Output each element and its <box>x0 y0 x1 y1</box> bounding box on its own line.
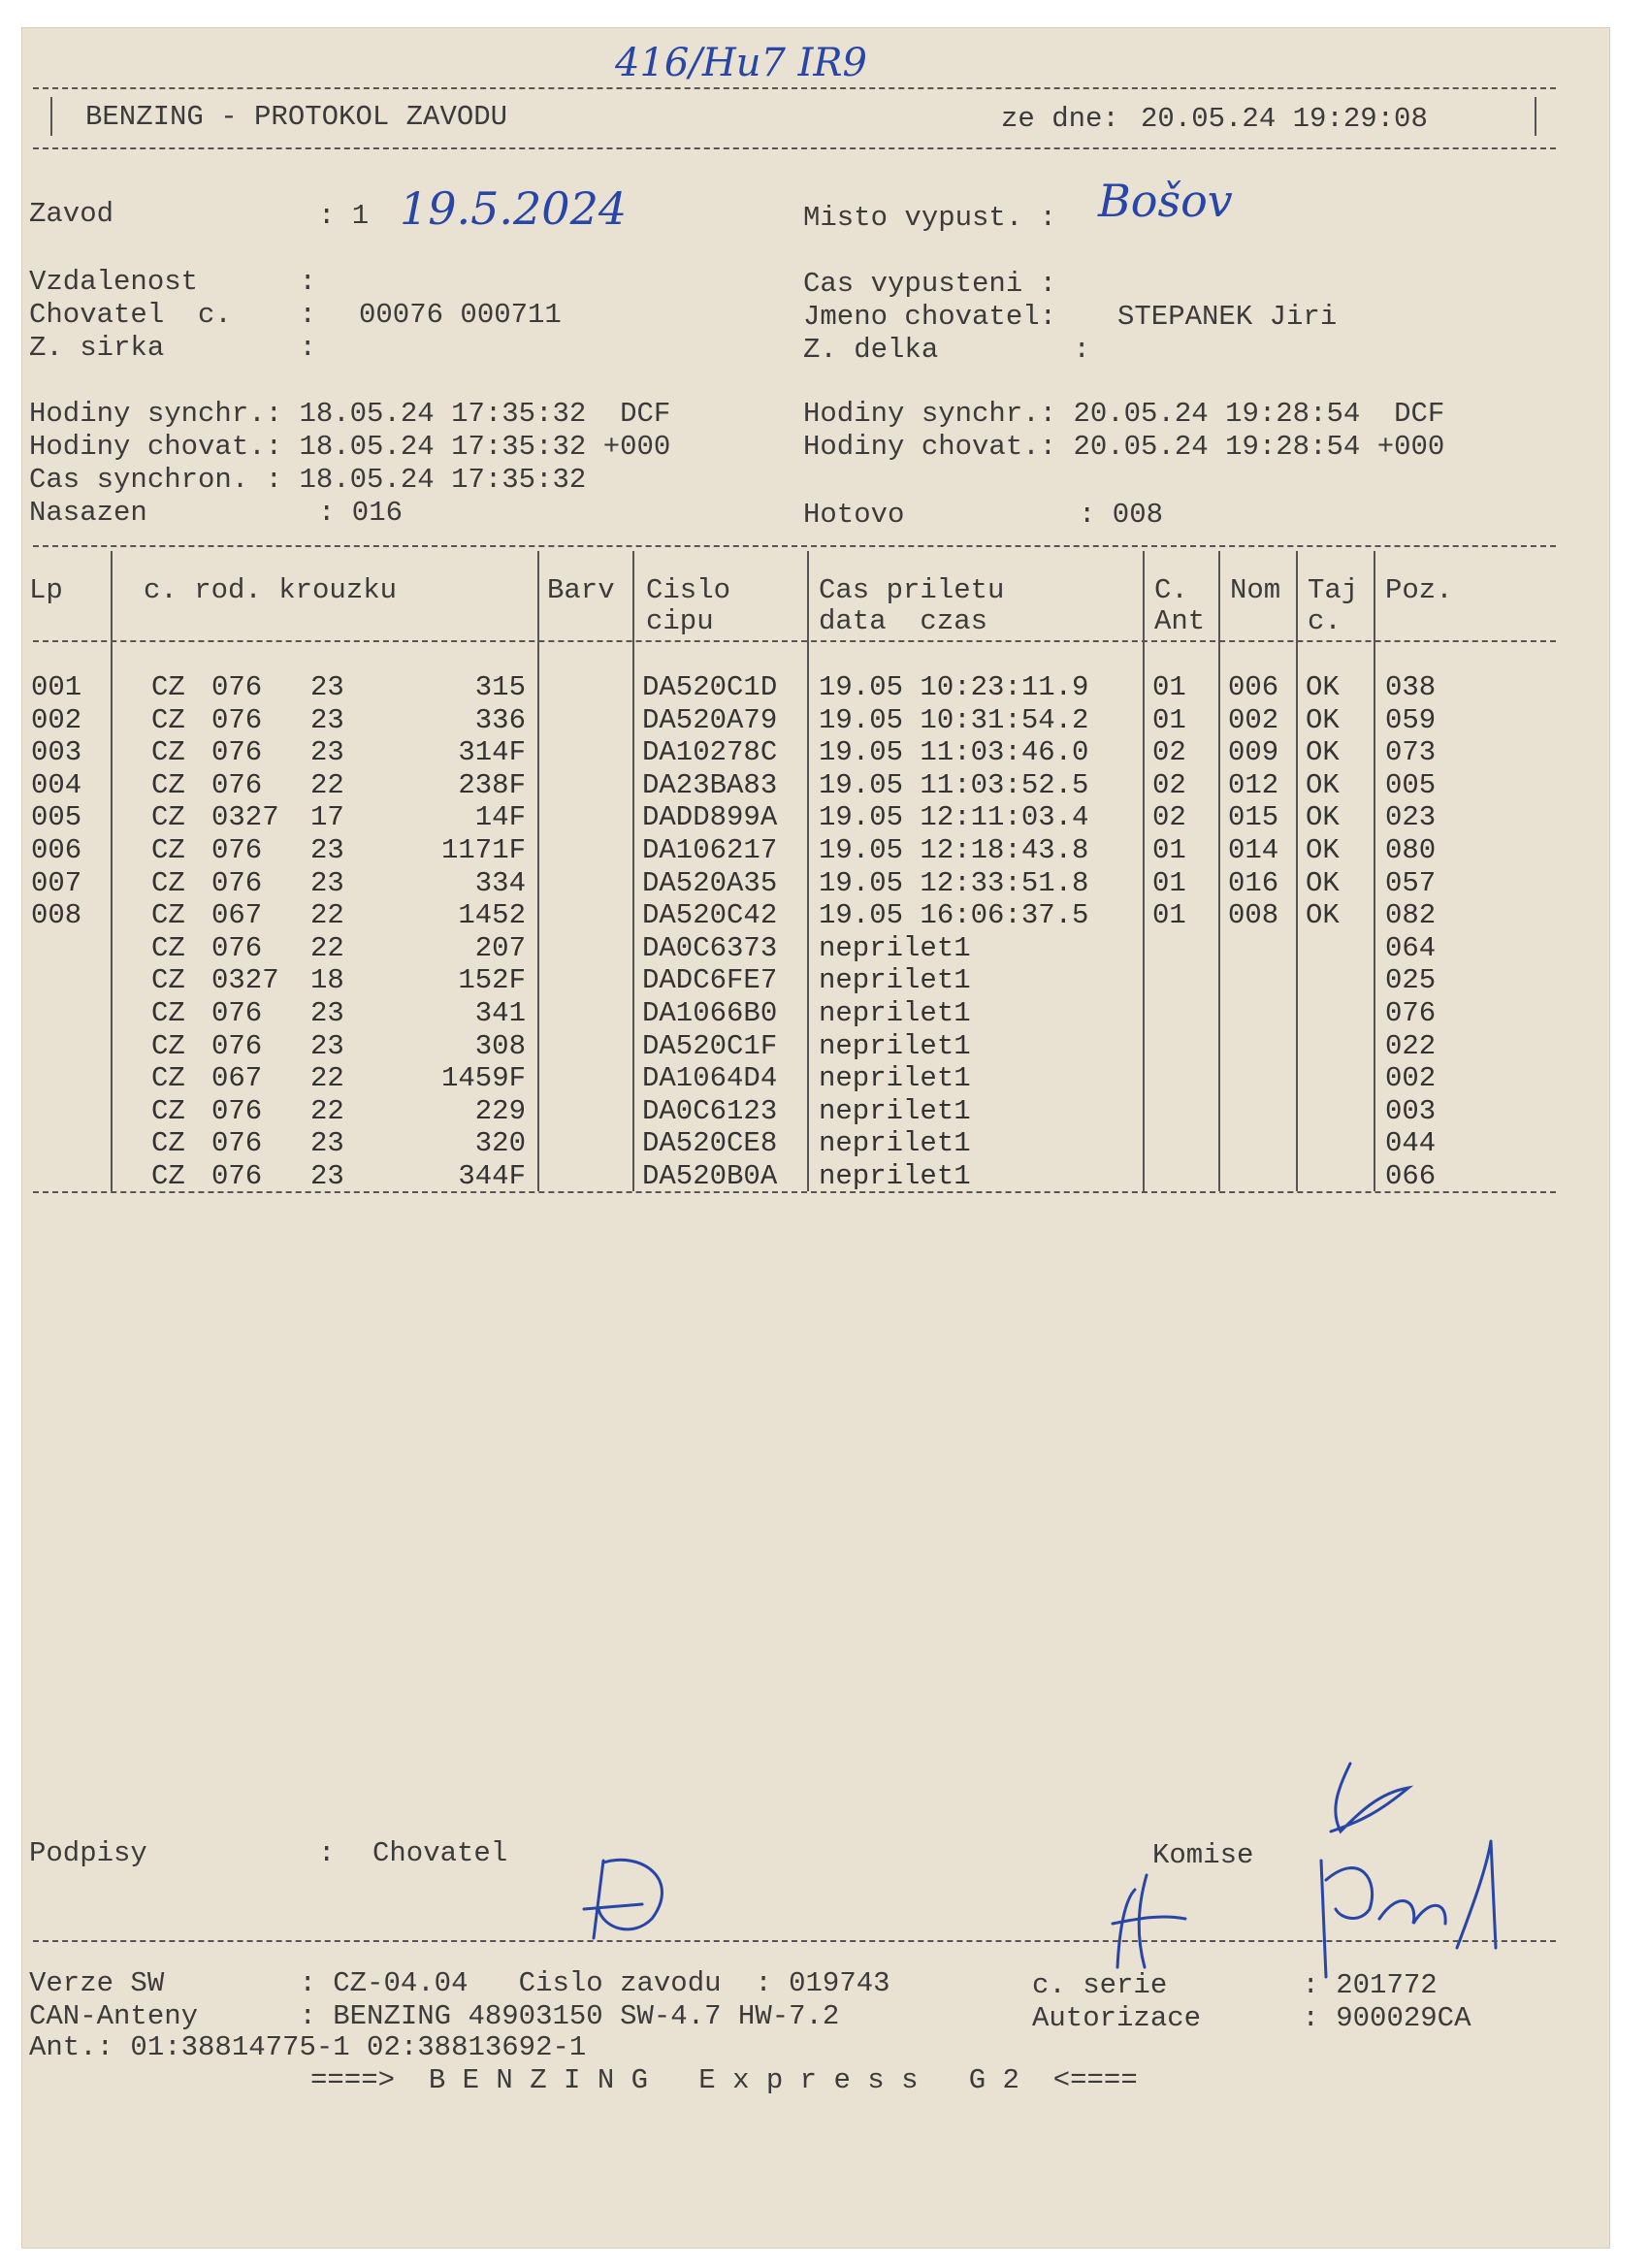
cell-year: 18 <box>310 964 344 996</box>
sync-start-line: Hodiny synchr.: 18.05.24 17:35:32 DCF <box>29 398 671 430</box>
table-row <box>21 1095 1610 1127</box>
cell-lp: 002 <box>31 704 82 736</box>
cell-club: 076 <box>211 769 263 801</box>
cell-ant: 02 <box>1152 736 1186 768</box>
table-row <box>21 671 1610 703</box>
cell-poz: 003 <box>1385 1095 1437 1127</box>
cell-time: 19.05 12:33:51.8 <box>819 867 1089 899</box>
table-row <box>21 867 1610 899</box>
podpisy-colon: : <box>318 1837 336 1869</box>
cell-year: 23 <box>310 671 344 703</box>
cell-time: neprilet1 <box>819 1095 971 1127</box>
cell-year: 23 <box>310 867 344 899</box>
cell-cz: CZ <box>151 1062 185 1094</box>
cell-club: 076 <box>211 1160 263 1192</box>
cell-chip: DA106217 <box>642 834 778 866</box>
cell-ring: 14F <box>474 801 526 833</box>
table-row <box>21 1127 1610 1159</box>
cell-poz: 023 <box>1385 801 1437 833</box>
cell-cz: CZ <box>151 834 185 866</box>
cell-taj: OK <box>1306 801 1340 833</box>
cell-time: 19.05 10:23:11.9 <box>819 671 1089 703</box>
chovatel-signature <box>574 1851 691 1948</box>
cell-year: 17 <box>310 801 344 833</box>
cell-time: 19.05 11:03:52.5 <box>819 769 1089 801</box>
cell-club: 076 <box>211 867 263 899</box>
footer-authorization: Autorizace : 900029CA <box>1032 2002 1471 2034</box>
document-page <box>21 27 1610 2249</box>
cell-nom: 012 <box>1228 769 1279 801</box>
report-date-label: ze dne: <box>1001 103 1119 135</box>
cell-ring: 1171F <box>440 834 526 866</box>
cell-poz: 066 <box>1385 1160 1437 1192</box>
sync-end-line: Hodiny synchr.: 20.05.24 19:28:54 DCF <box>803 398 1445 430</box>
footer-top-border <box>33 1940 1556 1942</box>
header-taj: Taj <box>1308 574 1359 606</box>
cell-ant: 01 <box>1152 899 1186 931</box>
cell-lp: 005 <box>31 801 82 833</box>
komise-signature-2 <box>1292 1754 1505 1996</box>
cell-taj: OK <box>1306 736 1340 768</box>
z-sirka-label: Z. sirka : <box>29 332 316 364</box>
cell-poz: 059 <box>1385 704 1437 736</box>
cell-cz: CZ <box>151 964 185 996</box>
cell-club: 076 <box>211 997 263 1029</box>
table-row <box>21 1160 1610 1192</box>
z-delka-label: Z. delka : <box>803 334 1090 366</box>
cell-lp: 003 <box>31 736 82 768</box>
table-row <box>21 834 1610 866</box>
cell-cz: CZ <box>151 704 185 736</box>
komise-label: Komise <box>1152 1839 1254 1871</box>
cell-taj: OK <box>1306 769 1340 801</box>
zavod-value: : 1 <box>318 200 370 232</box>
handwritten-place: Bošov <box>1098 175 1233 227</box>
cell-poz: 073 <box>1385 736 1437 768</box>
cell-club: 076 <box>211 1095 263 1127</box>
cell-chip: DA520B0A <box>642 1160 778 1192</box>
clock-start-line: Hodiny chovat.: 18.05.24 17:35:32 +000 <box>29 431 671 463</box>
sync-time-line: Cas synchron. : 18.05.24 17:35:32 <box>29 464 587 496</box>
cell-chip: DA0C6123 <box>642 1095 778 1127</box>
cell-nom: 014 <box>1228 834 1279 866</box>
table-row <box>21 997 1610 1029</box>
cell-chip: DA520A35 <box>642 867 778 899</box>
cell-poz: 022 <box>1385 1030 1437 1062</box>
cell-cz: CZ <box>151 1095 185 1127</box>
cell-year: 23 <box>310 834 344 866</box>
table-row <box>21 1030 1610 1062</box>
cell-poz: 082 <box>1385 899 1437 931</box>
cell-club: 076 <box>211 932 263 964</box>
footer-serial: c. serie : 201772 <box>1032 1969 1438 2001</box>
cell-ring: 315 <box>474 671 526 703</box>
cell-year: 22 <box>310 932 344 964</box>
cell-lp: 008 <box>31 899 82 931</box>
cell-ring: 238F <box>458 769 526 801</box>
table-header-border <box>33 640 1556 642</box>
cell-cz: CZ <box>151 867 185 899</box>
cell-ring: 336 <box>474 704 526 736</box>
cell-year: 22 <box>310 1062 344 1094</box>
cell-chip: DA10278C <box>642 736 778 768</box>
cell-ant: 01 <box>1152 867 1186 899</box>
header-poz: Poz. <box>1385 574 1453 606</box>
cell-ring: 308 <box>474 1030 526 1062</box>
cell-nom: 008 <box>1228 899 1279 931</box>
footer-banner: ====> B E N Z I N G E x p r e s s G 2 <==== <box>310 2064 1138 2096</box>
cell-ring: 320 <box>474 1127 526 1159</box>
table-row <box>21 932 1610 964</box>
header-left-border <box>50 97 52 136</box>
cell-lp: 007 <box>31 867 82 899</box>
table-row <box>21 801 1610 833</box>
cell-cz: CZ <box>151 769 185 801</box>
cell-year: 23 <box>310 704 344 736</box>
cell-ant: 01 <box>1152 704 1186 736</box>
cell-ring: 314F <box>458 736 526 768</box>
cell-taj: OK <box>1306 834 1340 866</box>
cell-ring: 1452 <box>458 899 526 931</box>
cell-cz: CZ <box>151 1160 185 1192</box>
table-row <box>21 1062 1610 1094</box>
cell-club: 076 <box>211 736 263 768</box>
cell-club: 076 <box>211 1127 263 1159</box>
cell-year: 23 <box>310 1160 344 1192</box>
table-row <box>21 964 1610 996</box>
hotovo-label: Hotovo <box>803 499 905 531</box>
cell-club: 067 <box>211 1062 263 1094</box>
cell-ring: 344F <box>458 1160 526 1192</box>
header-barv: Barv <box>547 574 615 606</box>
cell-cz: CZ <box>151 801 185 833</box>
cell-lp: 004 <box>31 769 82 801</box>
cell-poz: 076 <box>1385 997 1437 1029</box>
cell-poz: 044 <box>1385 1127 1437 1159</box>
footer-ant-line: Ant.: 01:38814775-1 02:38813692-1 <box>29 2031 587 2063</box>
vzdalenost-label: Vzdalenost : <box>29 266 316 298</box>
cell-nom: 009 <box>1228 736 1279 768</box>
cell-chip: DA1064D4 <box>642 1062 778 1094</box>
cell-club: 076 <box>211 834 263 866</box>
cell-year: 22 <box>310 899 344 931</box>
cell-poz: 057 <box>1385 867 1437 899</box>
cell-chip: DA520C1F <box>642 1030 778 1062</box>
hotovo-value: : 008 <box>1079 499 1164 531</box>
cell-nom: 015 <box>1228 801 1279 833</box>
header-cas: Cas priletu <box>819 574 1005 606</box>
cell-club: 076 <box>211 704 263 736</box>
cell-taj: OK <box>1306 704 1340 736</box>
cell-chip: DADC6FE7 <box>642 964 778 996</box>
cell-time: 19.05 11:03:46.0 <box>819 736 1089 768</box>
header-lp: Lp <box>29 574 63 606</box>
cell-chip: DA520C42 <box>642 899 778 931</box>
header-cipu: cipu <box>646 605 714 637</box>
cell-chip: DA23BA83 <box>642 769 778 801</box>
header-top-border <box>33 87 1556 89</box>
cell-club: 0327 <box>211 801 279 833</box>
cas-vypusteni-label: Cas vypusteni : <box>803 268 1057 300</box>
cell-chip: DA0C6373 <box>642 932 778 964</box>
report-date: 20.05.24 19:29:08 <box>1141 103 1428 135</box>
cell-ring: 207 <box>474 932 526 964</box>
handwritten-code: 416/Hu7 IR9 <box>615 41 867 85</box>
cell-ring: 152F <box>458 964 526 996</box>
chovatel-number: 00076 000711 <box>359 299 562 331</box>
cell-time: 19.05 12:11:03.4 <box>819 801 1089 833</box>
cell-ring: 341 <box>474 997 526 1029</box>
header-right-border <box>1535 97 1536 136</box>
cell-taj: OK <box>1306 867 1340 899</box>
cell-lp: 006 <box>31 834 82 866</box>
cell-nom: 002 <box>1228 704 1279 736</box>
cell-year: 22 <box>310 1095 344 1127</box>
cell-ant: 02 <box>1152 769 1186 801</box>
komise-signature-1 <box>1108 1870 1195 1977</box>
cell-ring: 229 <box>474 1095 526 1127</box>
cell-cz: CZ <box>151 736 185 768</box>
cell-year: 23 <box>310 1127 344 1159</box>
cell-cz: CZ <box>151 1127 185 1159</box>
cell-poz: 038 <box>1385 671 1437 703</box>
cell-club: 076 <box>211 1030 263 1062</box>
cell-ant: 01 <box>1152 671 1186 703</box>
cell-poz: 064 <box>1385 932 1437 964</box>
nasazen-value: : 016 <box>318 497 404 529</box>
clock-end-line: Hodiny chovat.: 20.05.24 19:28:54 +000 <box>803 431 1445 463</box>
cell-poz: 002 <box>1385 1062 1437 1094</box>
header-bottom-border <box>33 147 1556 149</box>
header-ant: Ant <box>1154 605 1206 637</box>
cell-chip: DA520C1D <box>642 671 778 703</box>
cell-time: neprilet1 <box>819 1030 971 1062</box>
handwritten-date: 19.5.2024 <box>400 182 628 235</box>
header-ring: c. rod. krouzku <box>144 574 398 606</box>
nasazen-label: Nasazen <box>29 497 147 529</box>
cell-club: 0327 <box>211 964 279 996</box>
cell-nom: 006 <box>1228 671 1279 703</box>
table-row <box>21 899 1610 931</box>
cell-year: 22 <box>310 769 344 801</box>
cell-chip: DA520CE8 <box>642 1127 778 1159</box>
cell-cz: CZ <box>151 997 185 1029</box>
cell-lp: 001 <box>31 671 82 703</box>
cell-ant: 01 <box>1152 834 1186 866</box>
table-row <box>21 736 1610 768</box>
cell-ring: 334 <box>474 867 526 899</box>
cell-time: neprilet1 <box>819 997 971 1029</box>
cell-cz: CZ <box>151 1030 185 1062</box>
cell-cz: CZ <box>151 671 185 703</box>
cell-cz: CZ <box>151 899 185 931</box>
cell-nom: 016 <box>1228 867 1279 899</box>
cell-poz: 025 <box>1385 964 1437 996</box>
cell-cz: CZ <box>151 932 185 964</box>
cell-ant: 02 <box>1152 801 1186 833</box>
header-cislo: Cislo <box>646 574 731 606</box>
header-nom: Nom <box>1230 574 1281 606</box>
cell-time: 19.05 12:18:43.8 <box>819 834 1089 866</box>
header-taj-c: c. <box>1308 605 1342 637</box>
cell-year: 23 <box>310 736 344 768</box>
zavod-label: Zavod <box>29 198 114 230</box>
misto-label: Misto vypust. : <box>803 202 1057 234</box>
cell-time: neprilet1 <box>819 1160 971 1192</box>
cell-ring: 1459F <box>440 1062 526 1094</box>
chovatel-signature-label: Chovatel <box>372 1837 508 1869</box>
header-data-czas: data czas <box>819 605 988 637</box>
cell-year: 23 <box>310 997 344 1029</box>
header-c: C. <box>1154 574 1188 606</box>
cell-taj: OK <box>1306 899 1340 931</box>
cell-poz: 005 <box>1385 769 1437 801</box>
cell-time: neprilet1 <box>819 932 971 964</box>
footer-antenna-line: CAN-Anteny : BENZING 48903150 SW-4.7 HW-7.2 <box>29 2000 840 2032</box>
jmeno-label: Jmeno chovatel: <box>803 301 1057 333</box>
cell-poz: 080 <box>1385 834 1437 866</box>
table-row <box>21 704 1610 736</box>
table-row <box>21 769 1610 801</box>
podpisy-label: Podpisy <box>29 1837 147 1869</box>
cell-time: neprilet1 <box>819 1062 971 1094</box>
cell-chip: DA520A79 <box>642 704 778 736</box>
cell-year: 23 <box>310 1030 344 1062</box>
report-title: BENZING - PROTOKOL ZAVODU <box>85 101 508 133</box>
footer-version-line: Verze SW : CZ-04.04 Cislo zavodu : 019743 <box>29 1967 890 1999</box>
cell-time: 19.05 10:31:54.2 <box>819 704 1089 736</box>
cell-chip: DADD899A <box>642 801 778 833</box>
cell-club: 067 <box>211 899 263 931</box>
cell-time: neprilet1 <box>819 1127 971 1159</box>
chovatel-label: Chovatel c. : <box>29 299 316 331</box>
cell-taj: OK <box>1306 671 1340 703</box>
table-top-border <box>33 545 1556 547</box>
cell-club: 076 <box>211 671 263 703</box>
cell-time: 19.05 16:06:37.5 <box>819 899 1089 931</box>
cell-time: neprilet1 <box>819 964 971 996</box>
cell-chip: DA1066B0 <box>642 997 778 1029</box>
breeder-name: STEPANEK Jiri <box>1117 301 1338 333</box>
